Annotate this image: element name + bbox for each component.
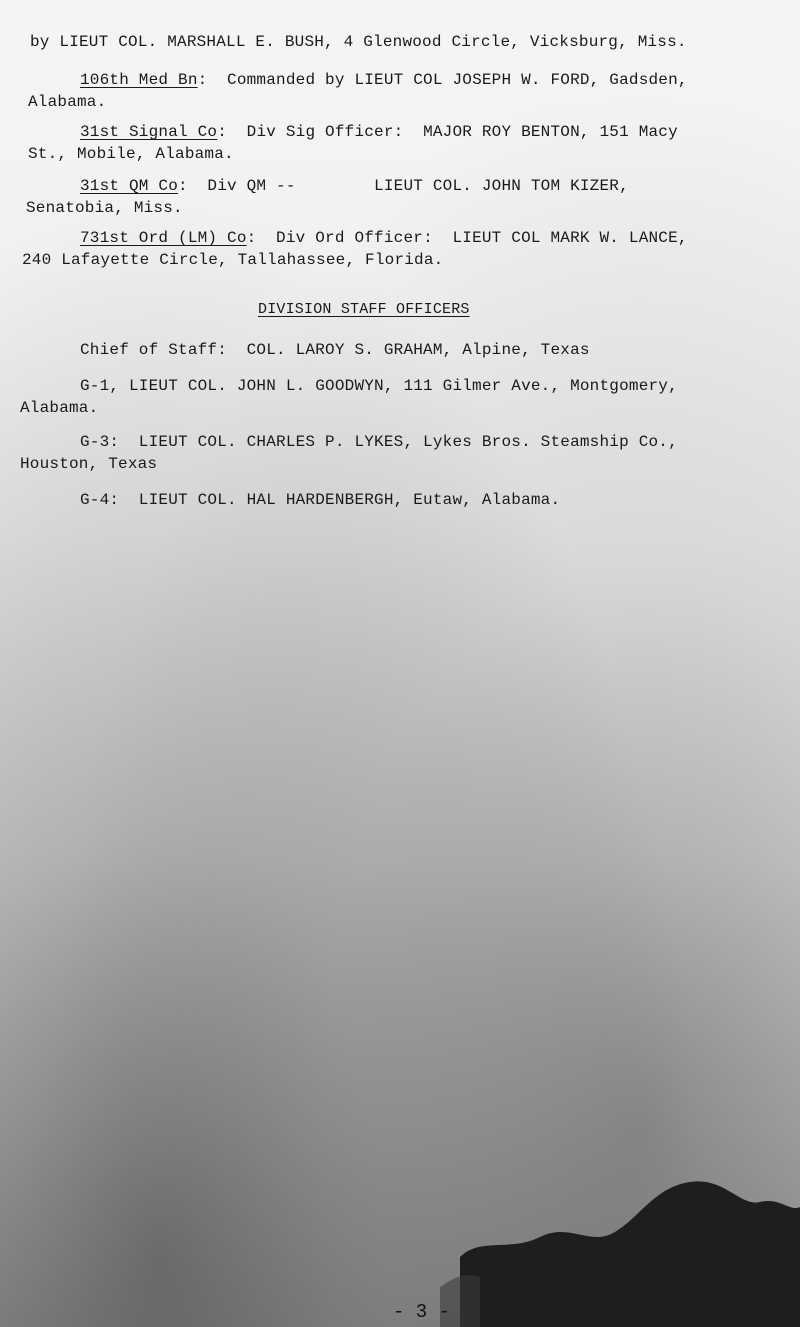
entry-continuation: Senatobia, Miss.: [26, 199, 183, 217]
entry-continuation: Alabama.: [28, 93, 107, 111]
water-stain-mark: [440, 1177, 800, 1327]
unit-name: 731st Ord (LM) Co: [80, 229, 247, 247]
entry-line: [80, 70, 688, 90]
unit-name: 31st QM Co: [80, 177, 179, 195]
staff-line: G-1, LIEUT COL. JOHN L. GOODWYN, 111 Gilmer Ave., Montgomery,: [80, 377, 678, 395]
entry-continuation: 240 Lafayette Circle, Tallahassee, Florida.: [22, 251, 444, 269]
entry-line: by LIEUT COL. MARSHALL E. BUSH, 4 Glenwood Circle, Vicksburg, Miss.: [30, 33, 687, 51]
staff-continuation: Alabama.: [20, 399, 99, 417]
entry-line: [80, 228, 688, 248]
section-title: DIVISION STAFF OFFICERS: [258, 301, 470, 318]
staff-continuation: Houston, Texas: [20, 455, 158, 473]
entry-continuation: St., Mobile, Alabama.: [28, 145, 234, 163]
entry-line: [80, 176, 629, 196]
unit-name: 106th Med Bn: [80, 71, 198, 89]
entry-line: [80, 122, 678, 142]
entry-text: : Div Sig Officer: MAJOR ROY BENTON, 151 Macy: [217, 123, 678, 141]
staff-line: G-4: LIEUT COL. HAL HARDENBERGH, Eutaw, Alabama.: [80, 491, 561, 509]
entry-text: : Commanded by LIEUT COL JOSEPH W. FORD, Gadsden,: [197, 71, 688, 89]
staff-line: G-3: LIEUT COL. CHARLES P. LYKES, Lykes Bros. Steamship Co.,: [80, 433, 678, 451]
staff-line: Chief of Staff: COL. LAROY S. GRAHAM, Alpine, Texas: [80, 341, 590, 359]
entry-text: : Div Ord Officer: LIEUT COL MARK W. LANCE,: [246, 229, 688, 247]
page-number: - 3 -: [393, 1301, 451, 1323]
unit-name: 31st Signal Co: [80, 123, 218, 141]
entry-text: : Div QM -- LIEUT COL. JOHN TOM KIZER,: [178, 177, 629, 195]
